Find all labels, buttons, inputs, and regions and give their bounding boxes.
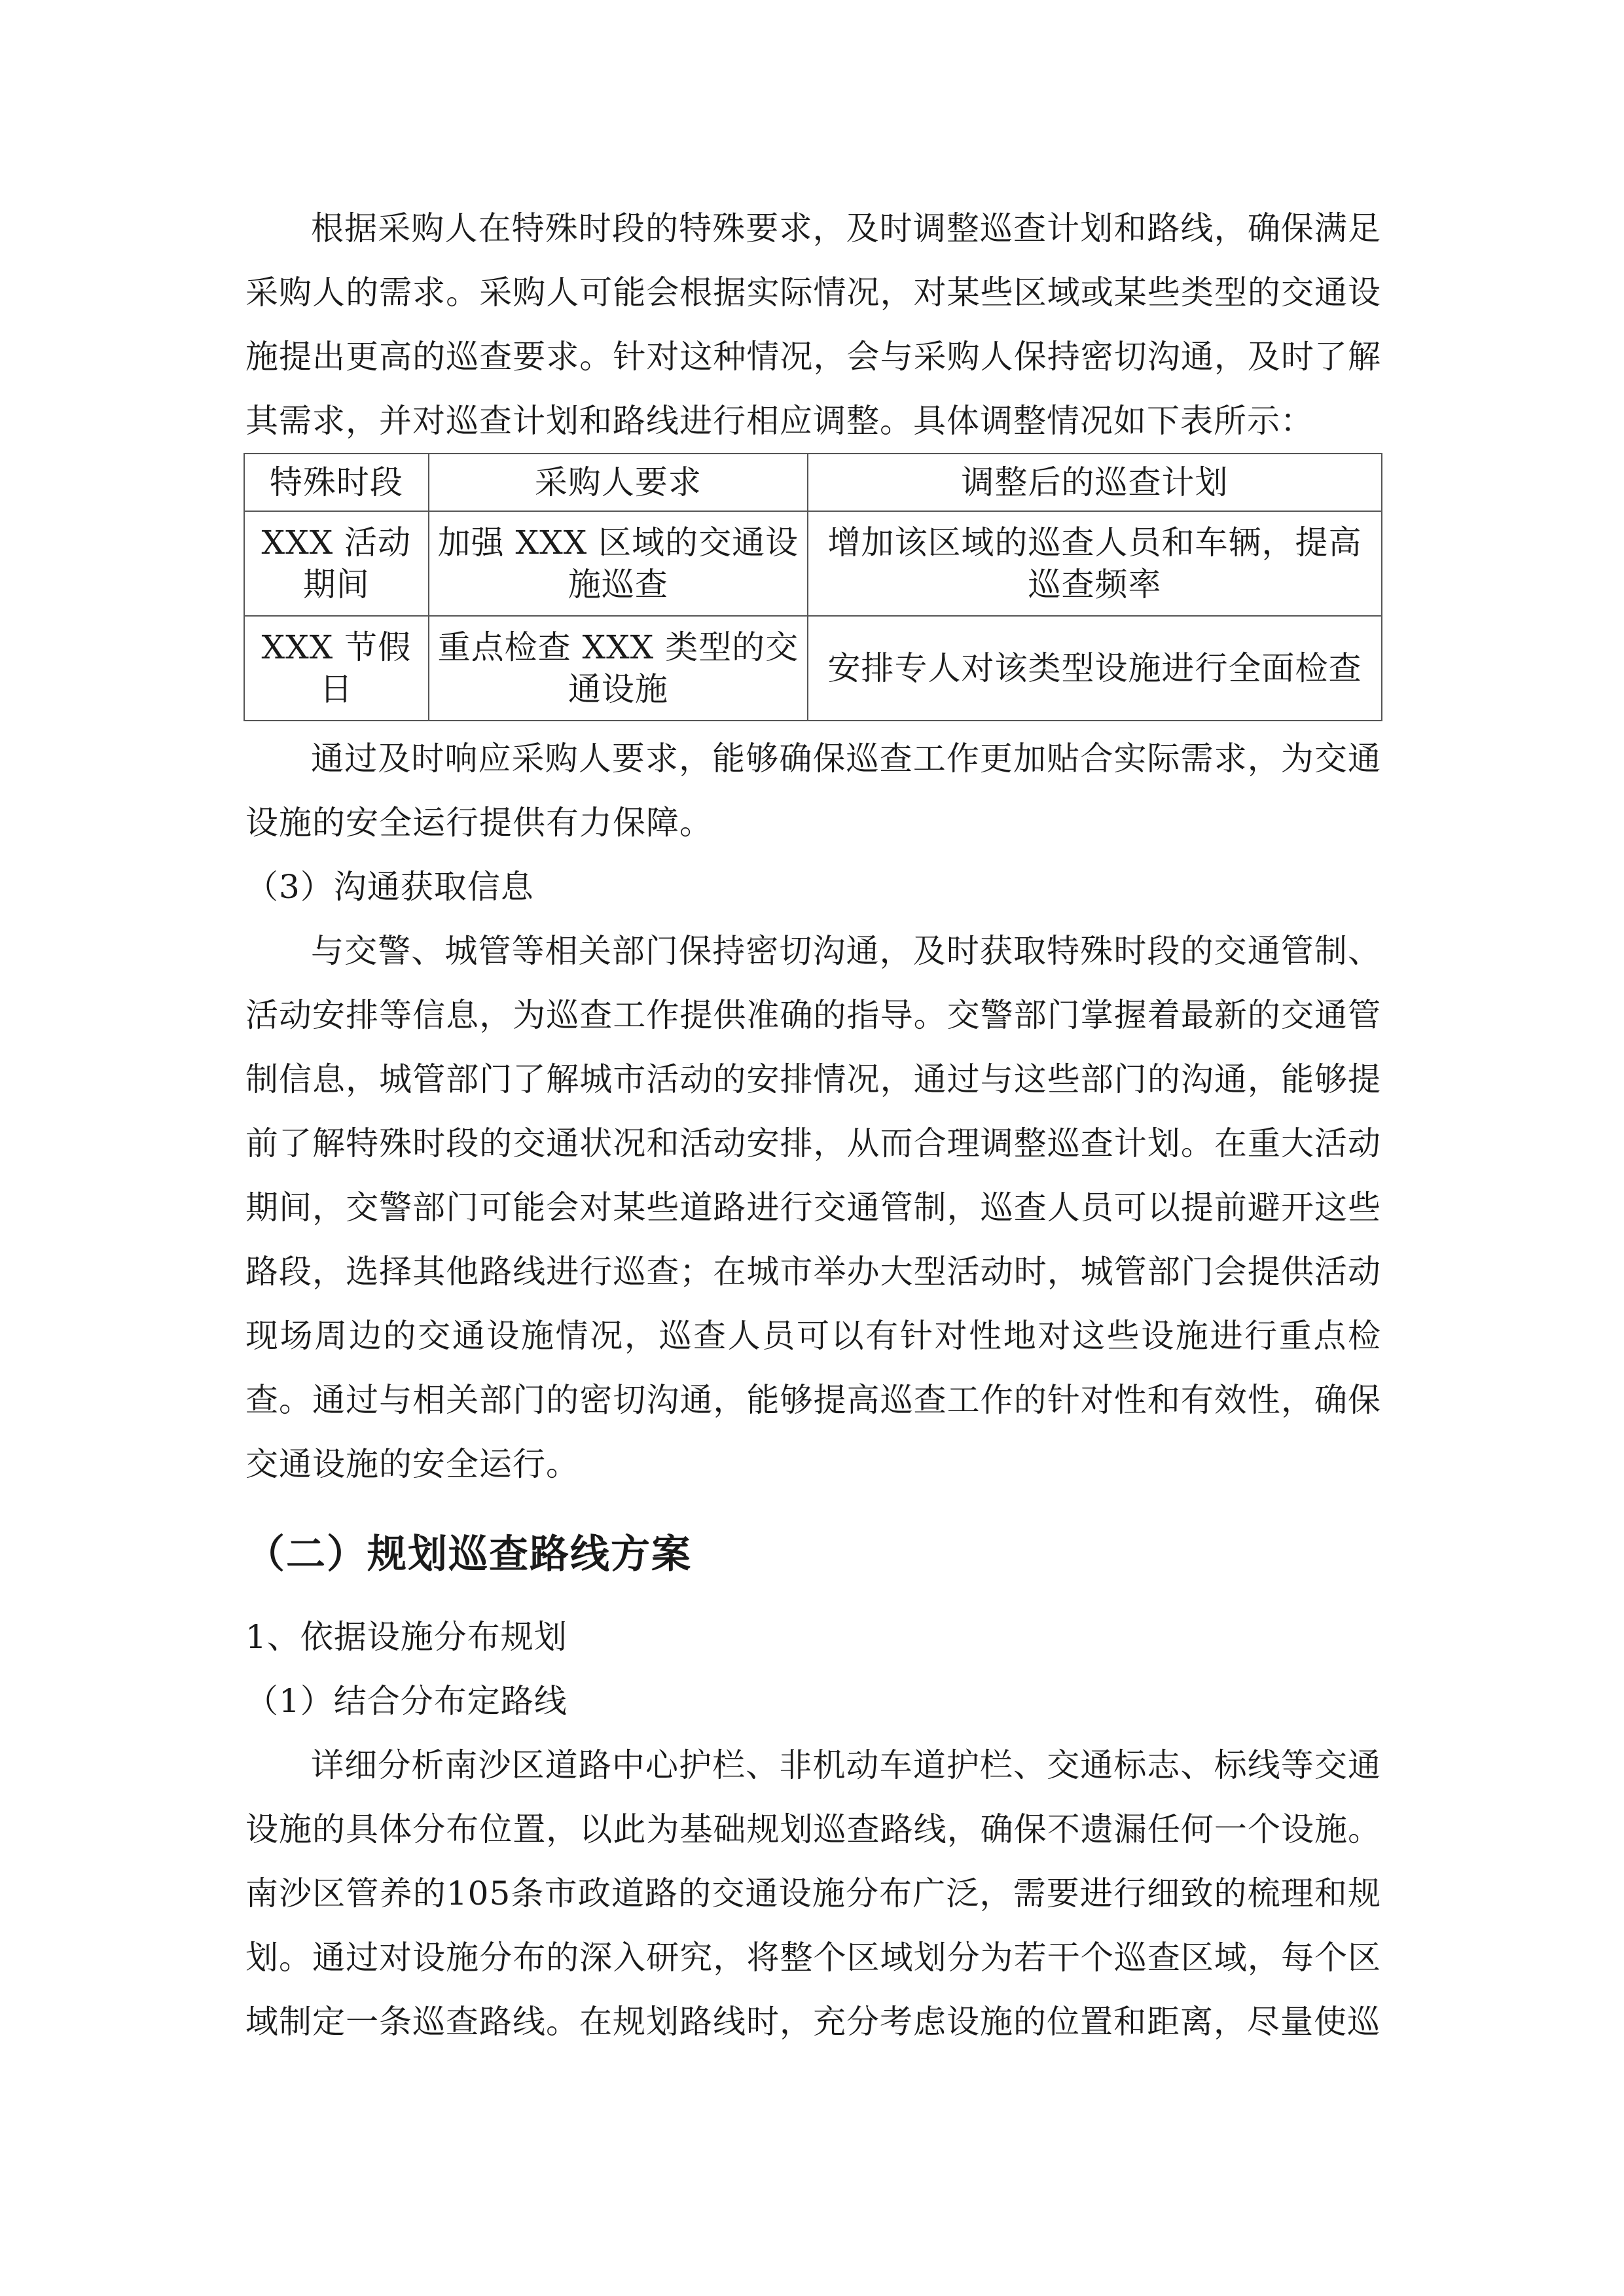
table-header-row [244, 454, 1382, 511]
paragraph-response-summary: 通过及时响应采购人要求，能够确保巡查工作更加贴合实际需求，为交通设施的安全运行提供有力保障。 [245, 740, 1381, 842]
table-row [244, 511, 1382, 616]
paragraph-distribution-analysis: 详细分析南沙区道路中心护栏、非机动车道护栏、交通标志、标线等交通设施的具体分布位置，以此为基础规划巡查路线，确保不遗漏任何一个设施。南沙区管养的105条市政道路的交通设施分布广泛，需要进行细致的梳理和规划。通过对设施分布的深入研究，将整个区域划分为若干个巡查区域，每个区域制定一条巡查路线。在规划路线时，充分考虑设施的位置和距离，尽量使巡 [245, 1746, 1381, 2041]
table-header-cell: 采购人要求 [429, 454, 808, 511]
paragraph-communication: 与交警、城管等相关部门保持密切沟通，及时获取特殊时段的交通管制、活动安排等信息，为巡查工作提供准确的指导。交警部门掌握着最新的交通管制信息，城管部门了解城市活动的安排情况，通过与这些部门的沟通，能够提前了解特殊时段的交通状况和活动安排，从而合理调整巡查计划。在重大活动期间，交警部门可能会对某些道路进行交通管制，巡查人员可以提前避开这些路段，选择其他路线进行巡查；在城市举办大型活动时，城管部门会提供活动现场周边的交通设施情况，巡查人员可以有针对性地对这些设施进行重点检查。通过与相关部门的密切沟通，能够提高巡查工作的针对性和有效性，确保交通设施的安全运行。 [245, 932, 1381, 1483]
table-cell: 增加该区域的巡查人员和车辆，提高巡查频率 [808, 511, 1382, 616]
table-cell: XXX 活动期间 [244, 511, 429, 616]
subheading-route-by-distribution: （1）结合分布定路线 [245, 1682, 568, 1720]
item-heading-distribution: 1、依据设施分布规划 [245, 1618, 568, 1656]
table-cell: 重点检查 XXX 类型的交通设施 [429, 616, 808, 721]
section-heading-route-plan: （二）规划巡查路线方案 [245, 1532, 692, 1577]
table-header-cell: 调整后的巡查计划 [808, 454, 1382, 511]
subheading-communication: （3）沟通获取信息 [245, 868, 534, 906]
paragraph-special-requirements: 根据采购人在特殊时段的特殊要求，及时调整巡查计划和路线，确保满足采购人的需求。采购人可能会根据实际情况，对某些区域或某些类型的交通设施提出更高的巡查要求。针对这种情况，会与采购人保持密切沟通，及时了解其需求，并对巡查计划和路线进行相应调整。具体调整情况如下表所示： [245, 209, 1381, 440]
page-content [245, 196, 1381, 2054]
table-cell: 加强 XXX 区域的交通设施巡查 [429, 511, 808, 616]
table-cell: 安排专人对该类型设施进行全面检查 [808, 616, 1382, 721]
table-header-cell: 特殊时段 [244, 454, 429, 511]
table-cell: XXX 节假日 [244, 616, 429, 721]
table-row [244, 616, 1382, 721]
adjustment-table [244, 453, 1382, 721]
